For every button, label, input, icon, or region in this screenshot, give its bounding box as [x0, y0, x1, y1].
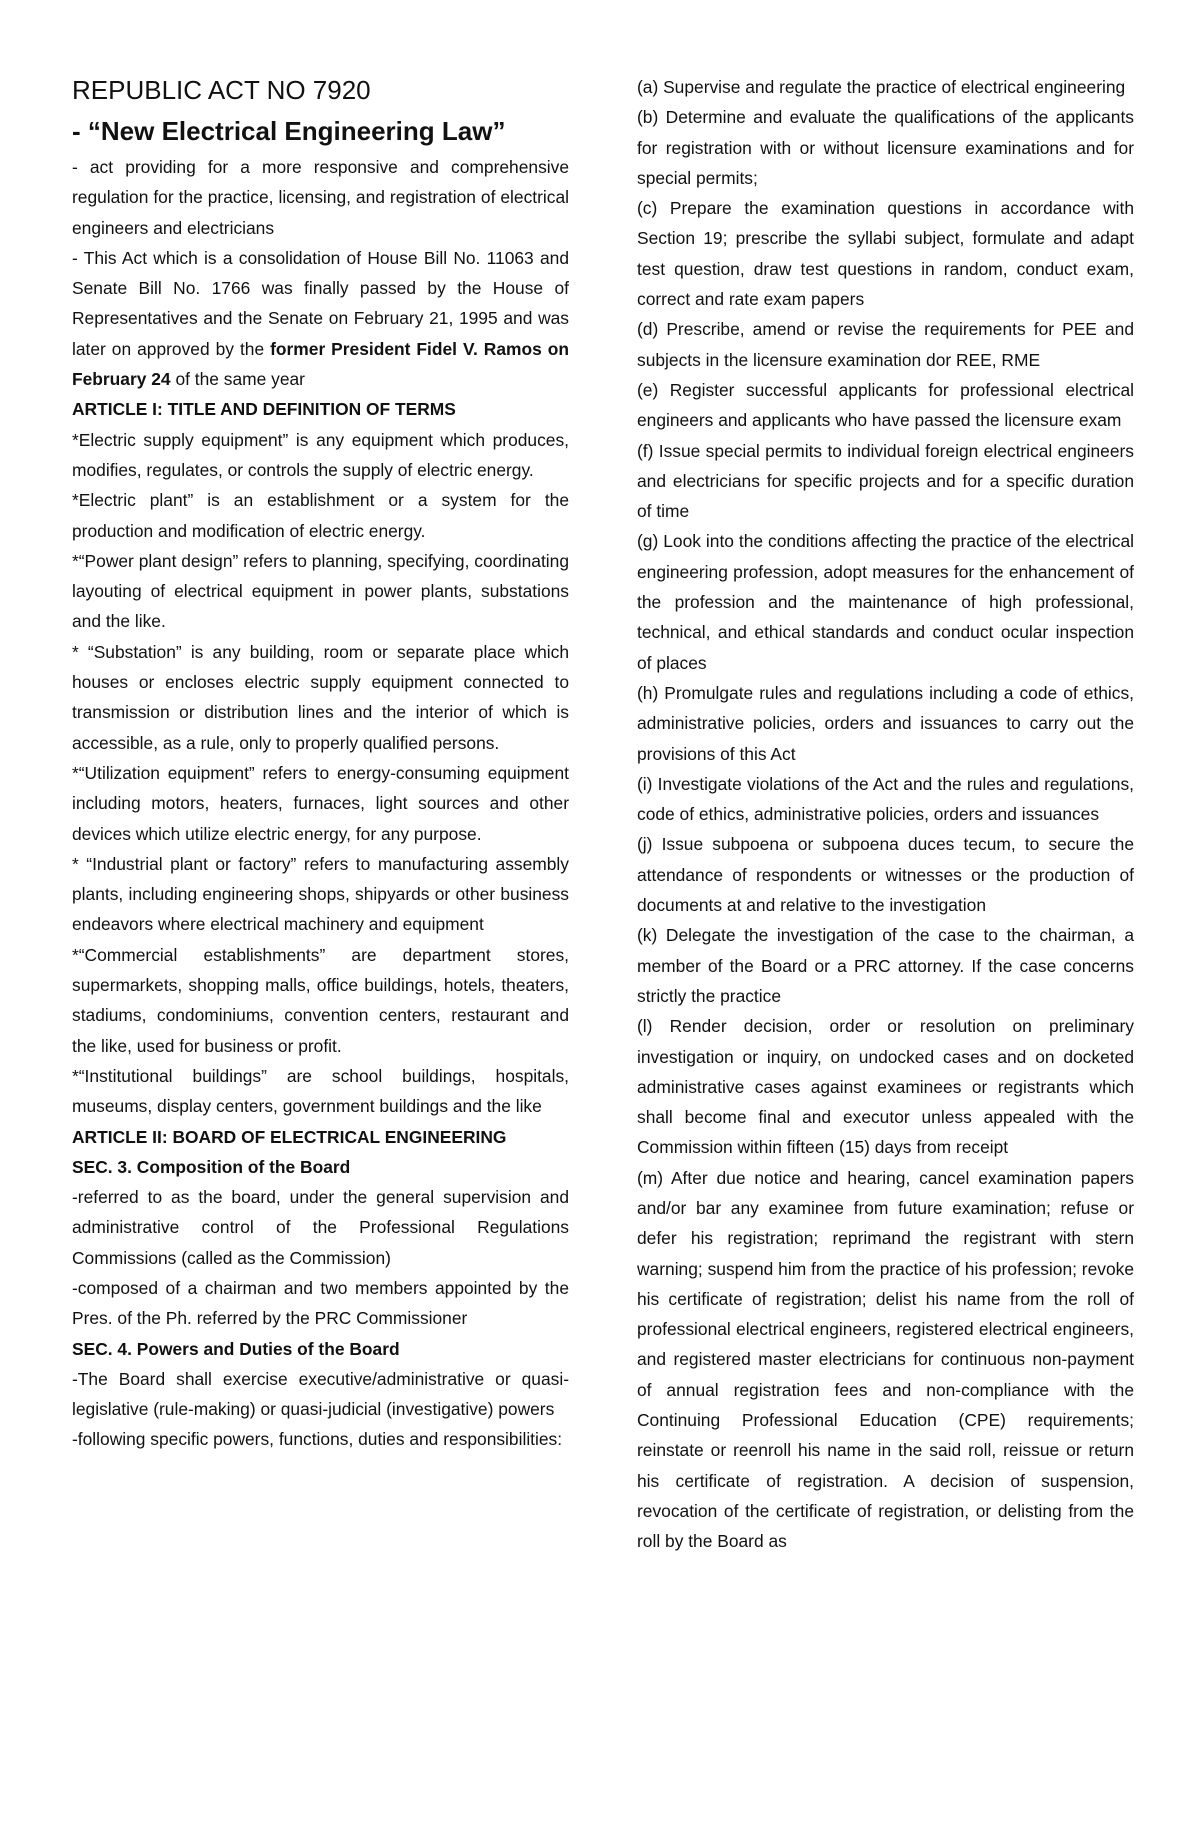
intro-history-paragraph [72, 243, 569, 394]
board-power-item: (f) Issue special permits to individual foreign electrical engineers and electricians for specific projects and for a specific duration of time [637, 440, 1134, 522]
board-power-item: (j) Issue subpoena or subpoena duces tecum, to secure the attendance of respondents or witnesses or the production of documents at and relative to the investigation [637, 834, 1134, 916]
intro-paragraph: - act providing for a more responsive and comprehensive regulation for the practice, licensing, and registration of electrical engineers and electricians [72, 157, 569, 238]
intro-history-end: of the same year [170, 369, 305, 390]
board-power-item: (d) Prescribe, amend or revise the requirements for PEE and subjects in the licensure examination dor REE, RME [637, 319, 1134, 370]
board-power-item: (c) Prepare the examination questions in accordance with Section 19; prescribe the syllabi subject, formulate and adapt test question, draw test questions in random, conduct exam, correct and rate exam papers [637, 198, 1134, 310]
definition-term: *“Commercial establishments” are department stores, supermarkets, shopping malls, office buildings, hotels, theaters, stadiums, condominiums, convention centers, restaurant and the like, used for business or profit. [72, 944, 569, 1056]
section-3-heading: SEC. 3. Composition of the Board [72, 1156, 351, 1177]
board-power-item: (m) After due notice and hearing, cancel examination papers and/or bar any examinee from future examination; refuse or defer his registration; reprimand the registrant with stern warning; suspend him from the practice of his profession; revoke his certificate of registration; delist his name from the roll of professional electrical engineers, registered electrical engineers, and registered master electricians for continuous non-payment of annual registration fees and non-compliance with the Continuing Professional Education (CPE) requirements; reinstate or reenroll his name in the said roll, reissue or return his certificate of registration. A decision of suspension, revocation of the certificate of registration, or delisting from the roll by the Board as [637, 1167, 1134, 1552]
definition-term: *“Utilization equipment” refers to energy-consuming equipment including motors, heaters, furnaces, light sources and other devices which utilize electric energy, for any purpose. [72, 762, 569, 844]
board-power-item: (k) Delegate the investigation of the case to the chairman, a member of the Board or a PRC attorney. If the case concerns strictly the practice [637, 925, 1134, 1006]
intro-history-text: - This Act which is a consolidation of House Bill No. 11063 and Senate Bill No. 1766 was finally passed by the House of Representatives and the Senate on February 21, 1995 and was later on approved by the [72, 247, 569, 359]
board-power-item: (l) Render decision, order or resolution on preliminary investigation or inquiry, on undocked cases and on docketed administrative cases against examinees or registrants which shall become final and executor unless appealed with the Commission within fifteen (15) days from receipt [637, 1016, 1134, 1158]
right-column [637, 72, 1134, 1557]
board-power-item: (e) Register successful applicants for professional electrical engineers and applicants who have passed the licensure exam [637, 379, 1134, 431]
article-2-heading: ARTICLE II: BOARD OF ELECTRICAL ENGINEERING [72, 1126, 507, 1147]
section-3-paragraph: -composed of a chairman and two members appointed by the Pres. of the Ph. referred by the PRC Commissioner [72, 1277, 569, 1329]
board-power-item: (i) Investigate violations of the Act and the rules and regulations, code of ethics, administrative policies, orders and issuances [637, 773, 1134, 825]
board-power-item: (b) Determine and evaluate the qualifications of the applicants for registration with or without licensure examinations and for special permits; [637, 107, 1134, 188]
definition-term: *“Power plant design” refers to planning, specifying, coordinating layouting of electrical equipment in power plants, substations and the like. [72, 550, 569, 632]
left-column [72, 72, 569, 1455]
board-power-item: (g) Look into the conditions affecting the practice of the electrical engineering profession, adopt measures for the enhancement of the profession and the maintenance of high professional, technical, and ethical standards and conduct ocular inspection of places [637, 531, 1134, 673]
article-1-heading: ARTICLE I: TITLE AND DEFINITION OF TERMS [72, 399, 456, 420]
board-power-item: (h) Promulgate rules and regulations including a code of ethics, administrative policies, orders and issuances to carry out the provisions of this Act [637, 682, 1134, 764]
section-4-paragraph: -following specific powers, functions, duties and responsibilities: [72, 1429, 563, 1450]
definition-term: *“Institutional buildings” are school buildings, hospitals, museums, display centers, government buildings and the like [72, 1065, 569, 1117]
definition-term: *Electric plant” is an establishment or a system for the production and modification of electric energy. [72, 490, 569, 541]
section-4-heading: SEC. 4. Powers and Duties of the Board [72, 1338, 400, 1359]
section-3-paragraph: -referred to as the board, under the general supervision and administrative control of the Professional Regulations Commissions (called as the Commission) [72, 1187, 569, 1268]
section-4-paragraph: -The Board shall exercise executive/administrative or quasi-legislative (rule-making) or quasi-judicial (investigative) powers [72, 1368, 569, 1420]
board-power-item: (a) Supervise and regulate the practice of electrical engineering [637, 77, 1126, 97]
document-title: REPUBLIC ACT NO 7920 [72, 75, 371, 105]
definition-term: * “Industrial plant or factory” refers to manufacturing assembly plants, including engineering shops, shipyards or other business endeavors where electrical machinery and equipment [72, 853, 569, 935]
intro-history-bold: former President Fidel V. Ramos on February 24 [72, 338, 569, 390]
document-subtitle: - “New Electrical Engineering Law” [72, 116, 506, 146]
definition-term: * “Substation” is any building, room or separate place which houses or encloses electric supply equipment connected to transmission or distribution lines and the interior of which is accessible, as a rule, only to properly qualified persons. [72, 641, 569, 753]
definition-term: *Electric supply equipment” is any equipment which produces, modifies, regulates, or controls the supply of electric energy. [72, 429, 569, 480]
